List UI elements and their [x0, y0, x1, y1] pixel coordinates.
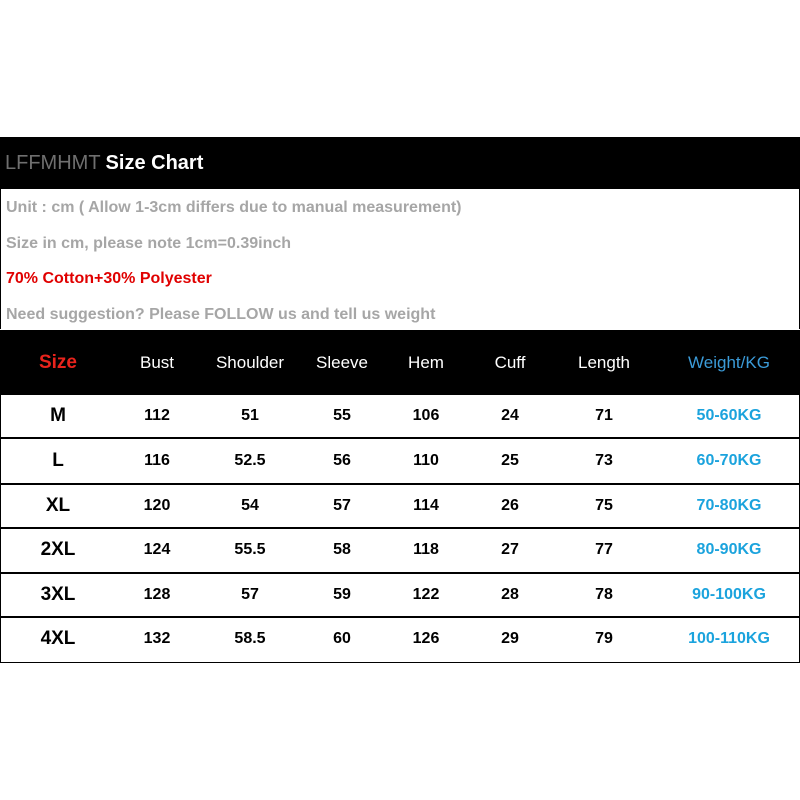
unit-note: Unit : cm ( Allow 1-3cm differs due to manual measurement): [6, 199, 462, 216]
cell-shoulder: 55.5: [234, 541, 266, 558]
cell-cuff: 24: [501, 407, 519, 424]
size-chart: [0, 137, 800, 663]
cell-hem: 106: [412, 407, 440, 424]
cell-sleeve: 55: [333, 407, 351, 424]
cell-shoulder: 54: [241, 497, 259, 514]
cell-size: M: [50, 405, 66, 426]
cell-bust: 116: [144, 452, 170, 469]
cell-hem: 118: [413, 541, 439, 558]
cell-size: XL: [45, 495, 71, 516]
cell-cuff: 27: [501, 541, 519, 558]
cell-weight: 100-110KG: [688, 630, 770, 647]
size-table: [0, 330, 800, 663]
cell-size: 2XL: [40, 539, 76, 560]
table-row: [1, 440, 799, 482]
table-header-row: [1, 331, 799, 395]
table-row: [1, 574, 799, 615]
cell-length: 77: [595, 541, 613, 558]
cell-hem: 122: [412, 586, 440, 603]
follow-note: Need suggestion? Please FOLLOW us and tell us weight: [6, 306, 436, 323]
header-weight: Weight/KG: [688, 353, 770, 372]
cell-cuff: 25: [501, 452, 519, 469]
cell-hem: 126: [412, 630, 440, 647]
cell-length: 73: [595, 452, 613, 469]
cell-sleeve: 57: [333, 497, 351, 514]
cell-bust: 112: [144, 407, 170, 424]
cell-size: 4XL: [40, 628, 76, 649]
cell-sleeve: 59: [333, 586, 351, 603]
cell-sleeve: 60: [333, 630, 351, 647]
cell-shoulder: 58.5: [234, 630, 266, 647]
cell-length: 78: [595, 586, 613, 603]
cell-hem: 110: [413, 452, 439, 469]
material-note: 70% Cotton+30% Polyester: [6, 270, 212, 287]
cell-bust: 128: [143, 586, 171, 603]
header-bust: Bust: [139, 353, 175, 372]
cell-shoulder: 51: [241, 407, 259, 424]
cell-shoulder: 52.5: [234, 452, 266, 469]
cell-bust: 132: [143, 630, 171, 647]
header-cuff: Cuff: [494, 353, 526, 372]
cell-size: 3XL: [40, 584, 76, 605]
cell-cuff: 26: [501, 497, 519, 514]
cell-length: 71: [595, 407, 613, 424]
cell-bust: 120: [143, 497, 171, 514]
cell-sleeve: 56: [333, 452, 351, 469]
header-size: Size: [38, 352, 78, 373]
header-hem: Hem: [408, 353, 444, 372]
conversion-note: Size in cm, please note 1cm=0.39inch: [6, 235, 292, 252]
cell-weight: 60-70KG: [696, 452, 762, 469]
row-divider: [1, 437, 799, 439]
table-row: [1, 529, 799, 571]
cell-cuff: 29: [501, 630, 519, 647]
cell-size: L: [52, 450, 64, 471]
title-bar: [0, 137, 800, 189]
cell-weight: 80-90KG: [696, 541, 762, 558]
cell-hem: 114: [413, 497, 439, 514]
cell-length: 75: [595, 497, 613, 514]
chart-title: Size Chart: [105, 151, 204, 174]
header-shoulder: Shoulder: [215, 353, 285, 372]
notes-section: [0, 189, 800, 329]
cell-shoulder: 57: [241, 586, 259, 603]
header-sleeve: Sleeve: [316, 353, 368, 372]
table-row: [1, 485, 799, 526]
cell-weight: 90-100KG: [692, 586, 766, 603]
header-length: Length: [578, 353, 630, 372]
table-row: [1, 395, 799, 436]
cell-weight: 70-80KG: [696, 497, 762, 514]
cell-cuff: 28: [501, 586, 519, 603]
table-row: [1, 618, 799, 662]
cell-sleeve: 58: [333, 541, 351, 558]
cell-length: 79: [595, 630, 613, 647]
cell-bust: 124: [143, 541, 171, 558]
brand-name: LFFMHMT: [5, 151, 101, 174]
cell-weight: 50-60KG: [696, 407, 762, 424]
